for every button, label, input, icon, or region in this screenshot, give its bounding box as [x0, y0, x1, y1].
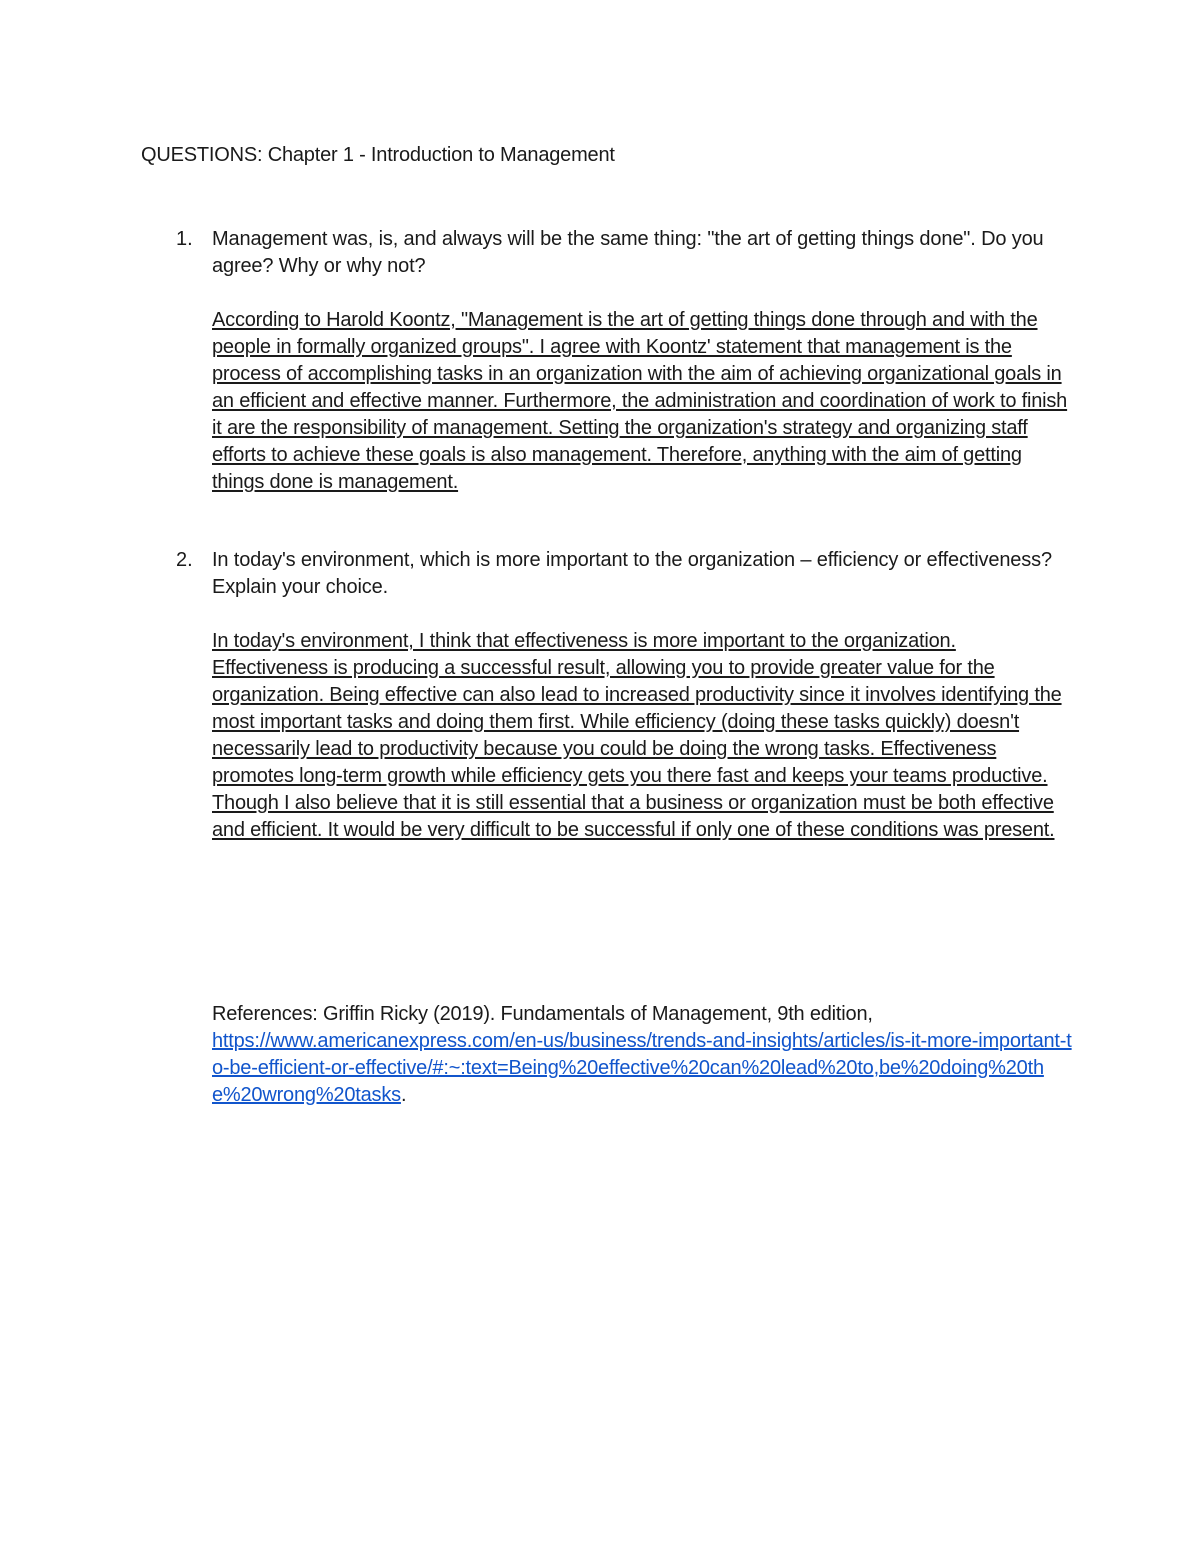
question-text: Management was, is, and always will be the same thing: "the art of getting things done". Do you agree? Why or why not?	[212, 228, 1044, 277]
question-number: 2.	[176, 549, 193, 571]
question-2	[141, 547, 1076, 844]
reference-link[interactable]: https://www.americanexpress.com/en-us/business/trends-and-insights/articles/is-it-more-important-to-be-efficient-or-effective/#:~:text=Being%20effective%20can%20lead%20to,be%20doing%20the%20wrong%20tasks	[212, 1030, 1072, 1106]
question-1	[141, 226, 1076, 496]
reference-period: .	[400, 1084, 407, 1106]
answer-text: According to Harold Koontz, "Management is the art of getting things done through and with the people in formally organized groups". I agree with Koontz' statement that management is the process of accomplishing tasks in an organization with the aim of achieving organizational goals in an efficient and effective manner. Furthermore, the administration and coordination of work to finish it are the responsibility of management. Setting the organization's strategy and organizing staff efforts to achieve these goals is also management. Therefore, anything with the aim of getting things done is management.	[212, 309, 1068, 493]
answer-text: In today's environment, I think that effectiveness is more important to the organization. Effectiveness is producing a successful result, allowing you to provide greater value for the organization. Being effective can also lead to increased productivity since it involves identifying the most important tasks and doing them first. While efficiency (doing these tasks quickly) doesn't necessarily lead to productivity because you could be doing the wrong tasks. Effectiveness promotes long-term growth while efficiency gets you there fast and keeps your teams productive. Though I also believe that it is still essential that a business or organization must be both effective and efficient. It would be very difficult to be successful if only one of these conditions was present.	[212, 630, 1062, 841]
document-title: QUESTIONS: Chapter 1 - Introduction to Management	[141, 144, 615, 166]
references-label: References: Griffin Ricky (2019). Fundamentals of Management, 9th edition,	[212, 1003, 873, 1025]
question-text: In today's environment, which is more important to the organization – efficiency or effectiveness? Explain your choice.	[212, 549, 1052, 598]
references	[212, 1001, 1072, 1109]
question-number: 1.	[176, 228, 193, 250]
